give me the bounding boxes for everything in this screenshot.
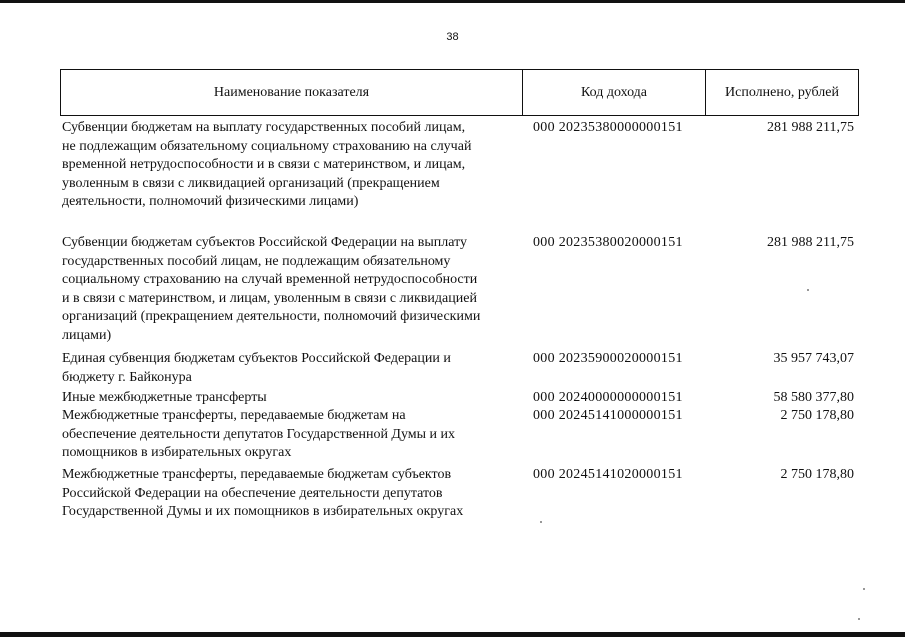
row-name: Единая субвенция бюджетам субъектов Российской Федерации и бюджету г. Байконура <box>62 351 451 385</box>
scan-speck <box>807 289 809 291</box>
row-name: Субвенции бюджетам субъектов Российской Федерации на выплату государственных пособий лицам, не подлежащим обязательному социальному страхованию на случай временной нетрудоспособности и в связи с материнством, и лицам, уволенным в связи с ликвидацией организаций (прекращением деятельности, полномочий физическими лицами) <box>62 235 481 343</box>
top-border <box>0 0 905 3</box>
table-header <box>60 69 859 116</box>
row-code: 000 20245141020000151 <box>533 467 683 482</box>
row-amount: 281 988 211,75 <box>767 120 854 135</box>
row-name: Иные межбюджетные трансферты <box>62 390 267 405</box>
row-code: 000 20235380000000151 <box>533 120 683 135</box>
row-amount: 2 750 178,80 <box>780 467 854 482</box>
page-number: 38 <box>446 31 459 43</box>
row-name: Межбюджетные трансферты, передаваемые бюджетам субъектов Российской Федерации на обеспечение деятельности депутатов Государственной Думы и их помощников в избирательных округах <box>62 467 464 519</box>
row-code: 000 20235900020000151 <box>533 351 683 366</box>
row-name: Межбюджетные трансферты, передаваемые бюджетам на обеспечение деятельности депутатов Государственной Думы и их помощников в избирательных округах <box>62 408 456 460</box>
scan-speck <box>858 618 860 620</box>
row-name: Субвенции бюджетам на выплату государственных пособий лицам, не подлежащим обязательному социальному страхованию на случай временной нетрудоспособности и в связи с материнством, и лицам, уволенным в связи с ликвидацией организаций (прекращением деятельности, полномочий физическими лицами) <box>62 120 472 209</box>
header-amount: Исполнено, рублей <box>725 84 839 100</box>
header-name: Наименование показателя <box>61 70 523 115</box>
row-code: 000 20240000000000151 <box>533 390 683 405</box>
bottom-border <box>0 632 905 637</box>
row-code: 000 20235380020000151 <box>533 235 683 250</box>
header-code: Код дохода <box>523 70 706 115</box>
scan-speck <box>863 588 865 590</box>
row-amount: 35 957 743,07 <box>773 351 854 366</box>
row-amount: 2 750 178,80 <box>780 408 854 423</box>
row-amount: 281 988 211,75 <box>767 235 854 250</box>
scan-speck <box>540 521 542 523</box>
row-amount: 58 580 377,80 <box>773 390 854 405</box>
row-code: 000 20245141000000151 <box>533 408 683 423</box>
